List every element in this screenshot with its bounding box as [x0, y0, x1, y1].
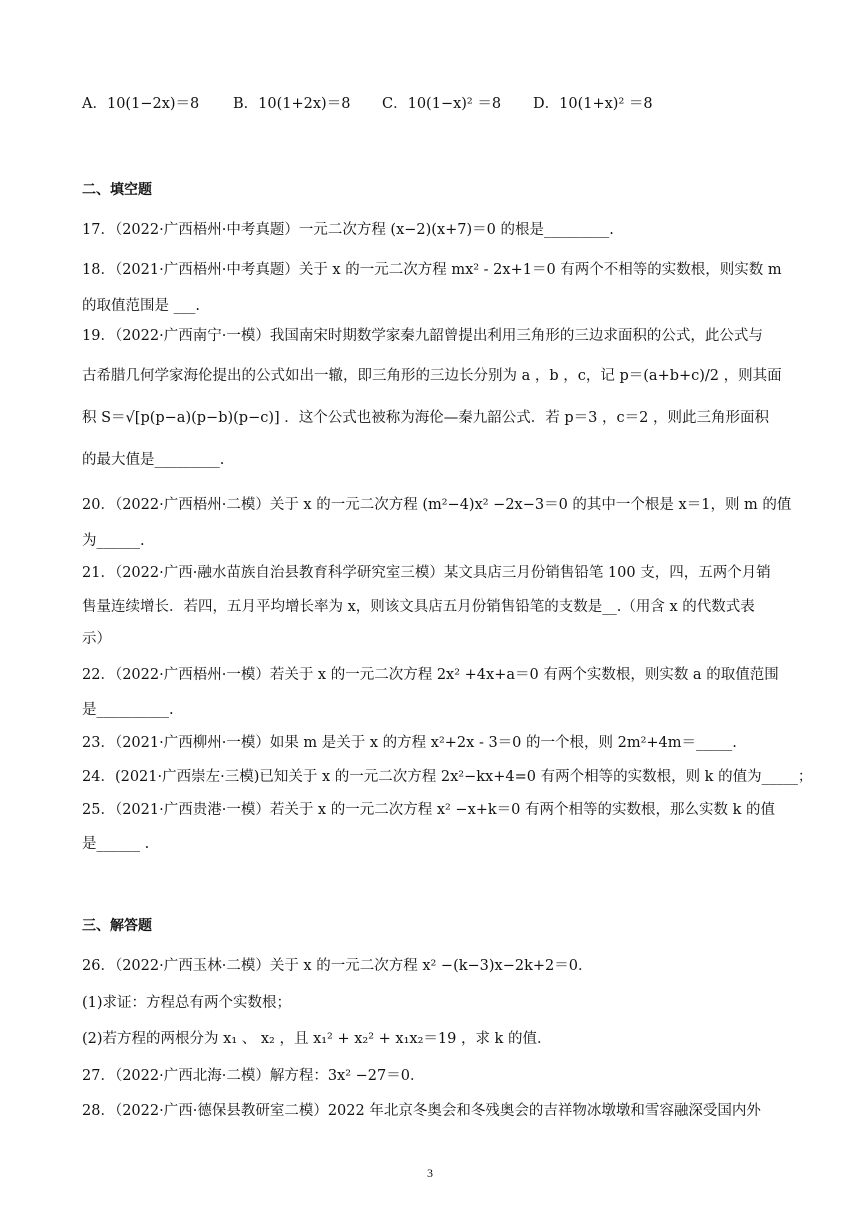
- question-18-line-1: 18．（2021·广西梧州·中考真题）关于 x 的一元二次方程 mx² - 2x+1＝0 有两个不相等的实数根，则实数 m: [82, 262, 782, 278]
- question-19-line-1: 19．（2022·广西南宁·一模）我国南宋时期数学家秦九韶曾提出利用三角形的三边求面积的公式，此公式与: [82, 328, 763, 344]
- question-19-line-2: 古希腊几何学家海伦提出的公式如出一辙，即三角形的三边长分别为 a ，b ，c，记 p＝(a+b+c)/2 ，则其面: [82, 368, 782, 384]
- question-20-line-2: 为______.: [82, 533, 145, 549]
- section-heading-fill-blank: 二、填空题: [82, 182, 152, 198]
- question-26-part-1: (1)求证：方程总有两个实数根；: [82, 995, 292, 1011]
- question-25-line-1: 25．（2021·广西贵港·一模）若关于 x 的一元二次方程 x² −x+k＝0 有两个相等的实数根，那么实数 k 的值: [82, 802, 776, 818]
- question-23: 23．（2021·广西柳州·一模）如果 m 是关于 x 的方程 x²+2x - 3＝0 的一个根，则 2m²+4m＝_____.: [82, 735, 737, 751]
- page-number: 3: [427, 1166, 433, 1180]
- question-21-line-1: 21．（2022·广西·融水苗族自治县教育科学研究室三模）某文具店三月份销售铅笔 100 支，四，五两个月销: [82, 565, 771, 581]
- question-25-line-2: 是______ .: [82, 836, 150, 852]
- question-22-line-2: 是__________.: [82, 702, 174, 718]
- option-a: A．10(1−2x)＝8: [82, 96, 200, 112]
- option-c: C．10(1−x)² ＝8: [382, 96, 502, 112]
- question-24: 24．(2021·广西崇左·三模)已知关于 x 的一元二次方程 2x²−kx+4=0 有两个相等的实数根，则 k 的值为_____；: [82, 769, 813, 785]
- question-21-line-3: 示）: [82, 631, 111, 647]
- question-27: 27．（2022·广西北海·二模）解方程：3x² −27＝0．: [82, 1068, 425, 1084]
- question-19-line-4: 的最大值是_________.: [82, 452, 225, 468]
- question-19-line-3: 积 S＝√[p(p−a)(p−b)(p−c)] ．这个公式也被称为海伦—秦九韶公式．若 p＝3 ，c＝2 ，则此三角形面积: [82, 410, 769, 426]
- question-21-line-2: 售量连续增长．若四，五月平均增长率为 x，则该文具店五月份销售铅笔的支数是__.（用含 x 的代数式表: [82, 599, 755, 615]
- question-20-line-1: 20．（2022·广西梧州·二模）关于 x 的一元二次方程 (m²−4)x² −2x−3＝0 的其中一个根是 x＝1，则 m 的值: [82, 497, 792, 513]
- question-26-part-2: (2)若方程的两根分为 x₁ 、 x₂ ，且 x₁² + x₂² + x₁x₂＝19 ，求 k 的值．: [82, 1031, 552, 1047]
- question-17: 17．（2022·广西梧州·中考真题）一元二次方程 (x−2)(x+7)＝0 的根是_________.: [82, 222, 614, 238]
- question-26: 26．（2022·广西玉林·二模）关于 x 的一元二次方程 x² −(k−3)x−2k+2＝0．: [82, 958, 593, 974]
- option-d: D．10(1+x)² ＝8: [533, 96, 653, 112]
- question-22-line-1: 22．（2022·广西梧州·一模）若关于 x 的一元二次方程 2x² +4x+a＝0 有两个实数根，则实数 a 的取值范围: [82, 667, 779, 683]
- section-heading-solve: 三、解答题: [82, 918, 152, 934]
- option-b: B．10(1+2x)＝8: [233, 96, 351, 112]
- question-28: 28．（2022·广西·德保县教研室二模）2022 年北京冬奥会和冬残奥会的吉祥物冰墩墩和雪容融深受国内外: [82, 1103, 761, 1119]
- question-18-line-2: 的取值范围是 ___.: [82, 298, 200, 314]
